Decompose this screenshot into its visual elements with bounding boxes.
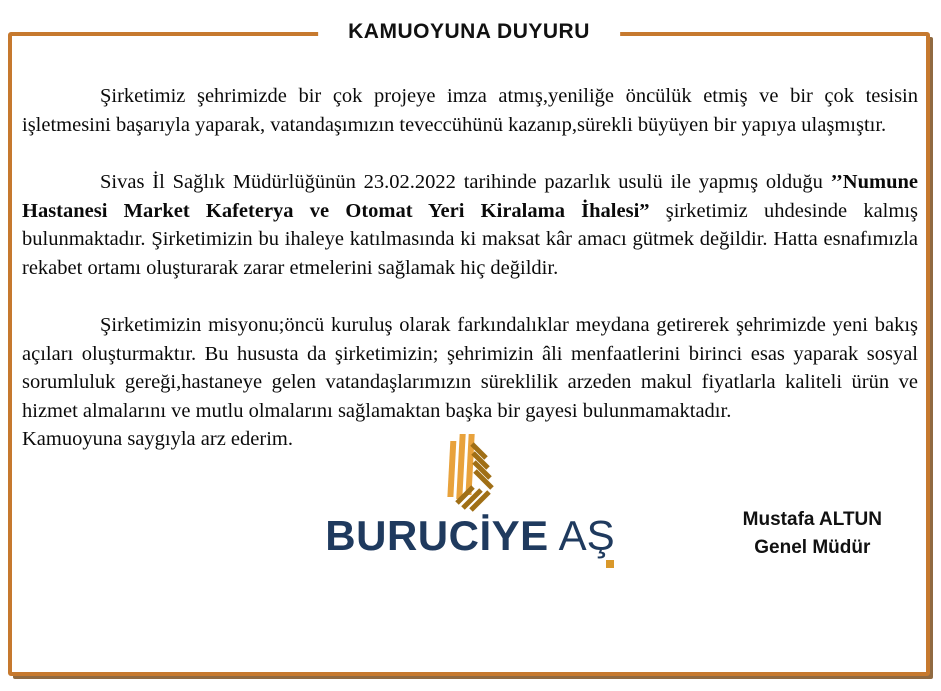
footer (22, 428, 918, 588)
tender-name-bold: ’’Numune Hastanesi Market Kafeterya ve Otomat Yeri Kiralama İhalesi” (22, 171, 918, 222)
page-title: KAMUOYUNA DUYURU (318, 20, 620, 44)
company-logo (325, 428, 614, 558)
signature-title: Genel Müdür (754, 536, 871, 558)
paragraph-tender-text: Sivas İl Sağlık Müdürlüğünün 23.02.2022 tarihinde pazarlık usulü ile yapmış olduğu (100, 171, 831, 193)
logo-company-name: BURUCİYE (325, 511, 549, 559)
logo-company-suffix: AŞ (558, 511, 615, 559)
signature-name: Mustafa ALTUN (742, 508, 882, 530)
closing-line: Kamuoyuna saygıyla arz ederim. (22, 428, 293, 450)
paragraph-tender (22, 168, 918, 282)
announcement-body (12, 36, 926, 588)
signature-block (743, 506, 882, 562)
logo-mark-icon (441, 428, 499, 512)
paragraph-intro: Şirketimiz şehrimizde bir çok projeye imza atmış,yeniliğe öncülük etmiş ve bir çok tesisin işletmesini başarıyla yaparak, vatandaşımızın teveccühünü kazanıp,sürekli büyüyen bir yapıya ulaşmıştır. (22, 85, 918, 136)
paragraph-tender-text-end: şirketimiz uhdesinde kalmış bulunmaktadır. Şirketimizin bu ihaleye katılmasında ki maksat kâr amacı gütmek değildir. Hatta esnafımızla rekabet ortamı oluşturarak zarar etmelerini sağlamak hiç değildir. (22, 199, 918, 279)
paragraph-mission: Şirketimizin misyonu;öncü kuruluş olarak farkındalıklar meydana getirerek şehrimizde yeni bakış açıları oluşturmaktır. Bu hususta da şirketimizin; şehrimizin âli menfaatlerini birinci esas yaparak sosyal sorumluluk gereği,hastaneye gelen vatandaşlarımızın süreklilik arzeden makul fiyatlarla kaliteli ürün ve hizmet almalarını ve mutlu olmalarını sağlamaktan başka bir gayesi bulunmamaktadır. (22, 314, 918, 422)
logo-wordmark (325, 511, 615, 559)
announcement-border-frame (8, 20, 930, 676)
